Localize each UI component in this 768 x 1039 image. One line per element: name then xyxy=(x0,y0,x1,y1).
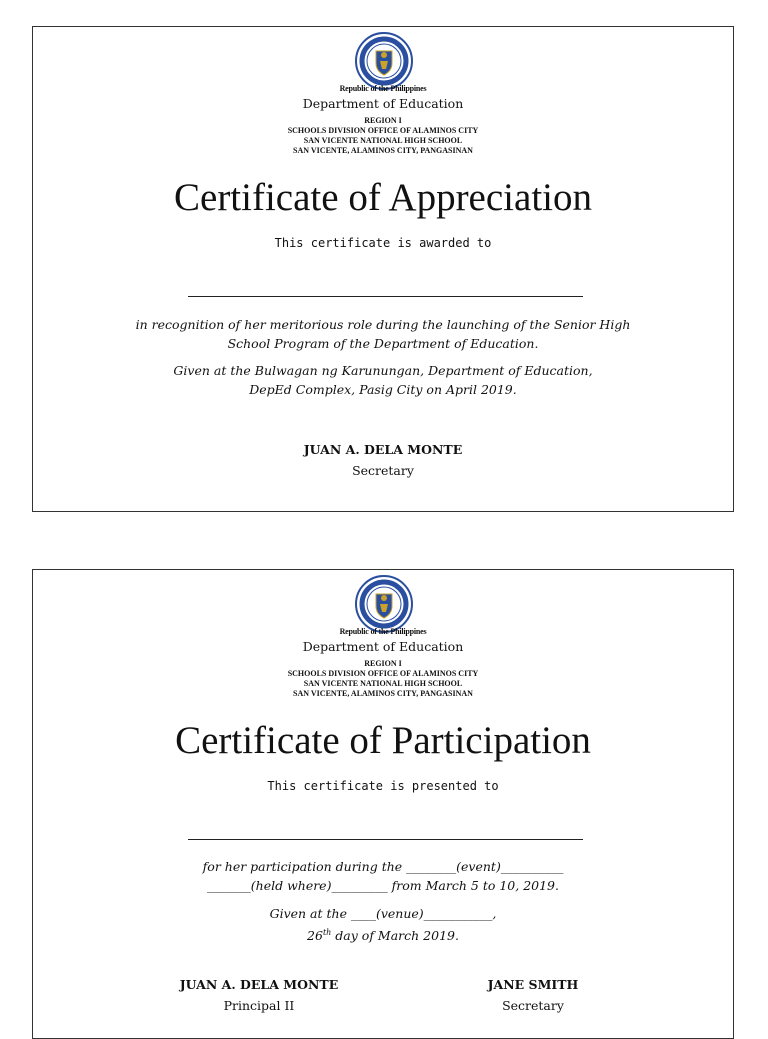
certificate-title: Certificate of Participation xyxy=(175,719,591,762)
signer-title: Secretary xyxy=(352,463,414,478)
division-label: SCHOOLS DIVISION OFFICE OF ALAMINOS CITY xyxy=(287,126,479,135)
republic-label: Republic of the Philippines xyxy=(339,627,427,636)
school-label: SAN VICENTE NATIONAL HIGH SCHOOL xyxy=(303,136,463,145)
signer-1-title: Principal II xyxy=(223,998,295,1013)
signer-1-name: JUAN A. DELA MONTE xyxy=(179,977,339,992)
given-line-2: DepEd Complex, Pasig City on April 2019. xyxy=(249,382,517,397)
given-line-1: Given at the ____(venue)___________, xyxy=(269,906,497,921)
department-label: Department of Education xyxy=(302,639,464,654)
participation-line-1: for her participation during the ________(event)__________ xyxy=(202,859,564,874)
given-line-2-rest: day of March 2019. xyxy=(331,928,459,944)
region-label: REGION I xyxy=(364,659,402,668)
address-label: SAN VICENTE, ALAMINOS CITY, PANGASINAN xyxy=(293,689,473,698)
recognition-line-1: in recognition of her meritorious role during the launching of the Senior High xyxy=(135,317,631,332)
signer-2-title: Secretary xyxy=(502,998,564,1013)
given-line-2 xyxy=(33,923,733,945)
republic-label: Republic of the Philippines xyxy=(339,84,427,93)
certificate-participation xyxy=(32,569,734,1039)
recognition-line-2: School Program of the Department of Education. xyxy=(227,336,539,351)
presented-text: This certificate is presented to xyxy=(267,779,499,793)
department-label: Department of Education xyxy=(302,96,464,111)
division-label: SCHOOLS DIVISION OFFICE OF ALAMINOS CITY xyxy=(287,669,479,678)
recipient-name-line xyxy=(188,296,583,297)
address-label: SAN VICENTE, ALAMINOS CITY, PANGASINAN xyxy=(293,146,473,155)
given-line-1: Given at the Bulwagan ng Karunungan, Department of Education, xyxy=(173,363,593,378)
awarded-text: This certificate is awarded to xyxy=(274,236,492,250)
signer-2-name: JANE SMITH xyxy=(487,977,579,992)
signer-name: JUAN A. DELA MONTE xyxy=(303,442,463,457)
region-label: REGION I xyxy=(364,116,402,125)
certificate-title: Certificate of Appreciation xyxy=(174,176,592,219)
participation-line-2: _______(held where)_________ from March 5 to 10, 2019. xyxy=(207,878,559,893)
recipient-name-line xyxy=(188,839,583,840)
certificate-appreciation xyxy=(32,26,734,512)
school-label: SAN VICENTE NATIONAL HIGH SCHOOL xyxy=(303,679,463,688)
given-day-suffix: th xyxy=(322,928,332,937)
deped-seal-icon xyxy=(354,31,414,91)
deped-seal-icon xyxy=(354,574,414,634)
given-day: 26 xyxy=(307,928,323,944)
